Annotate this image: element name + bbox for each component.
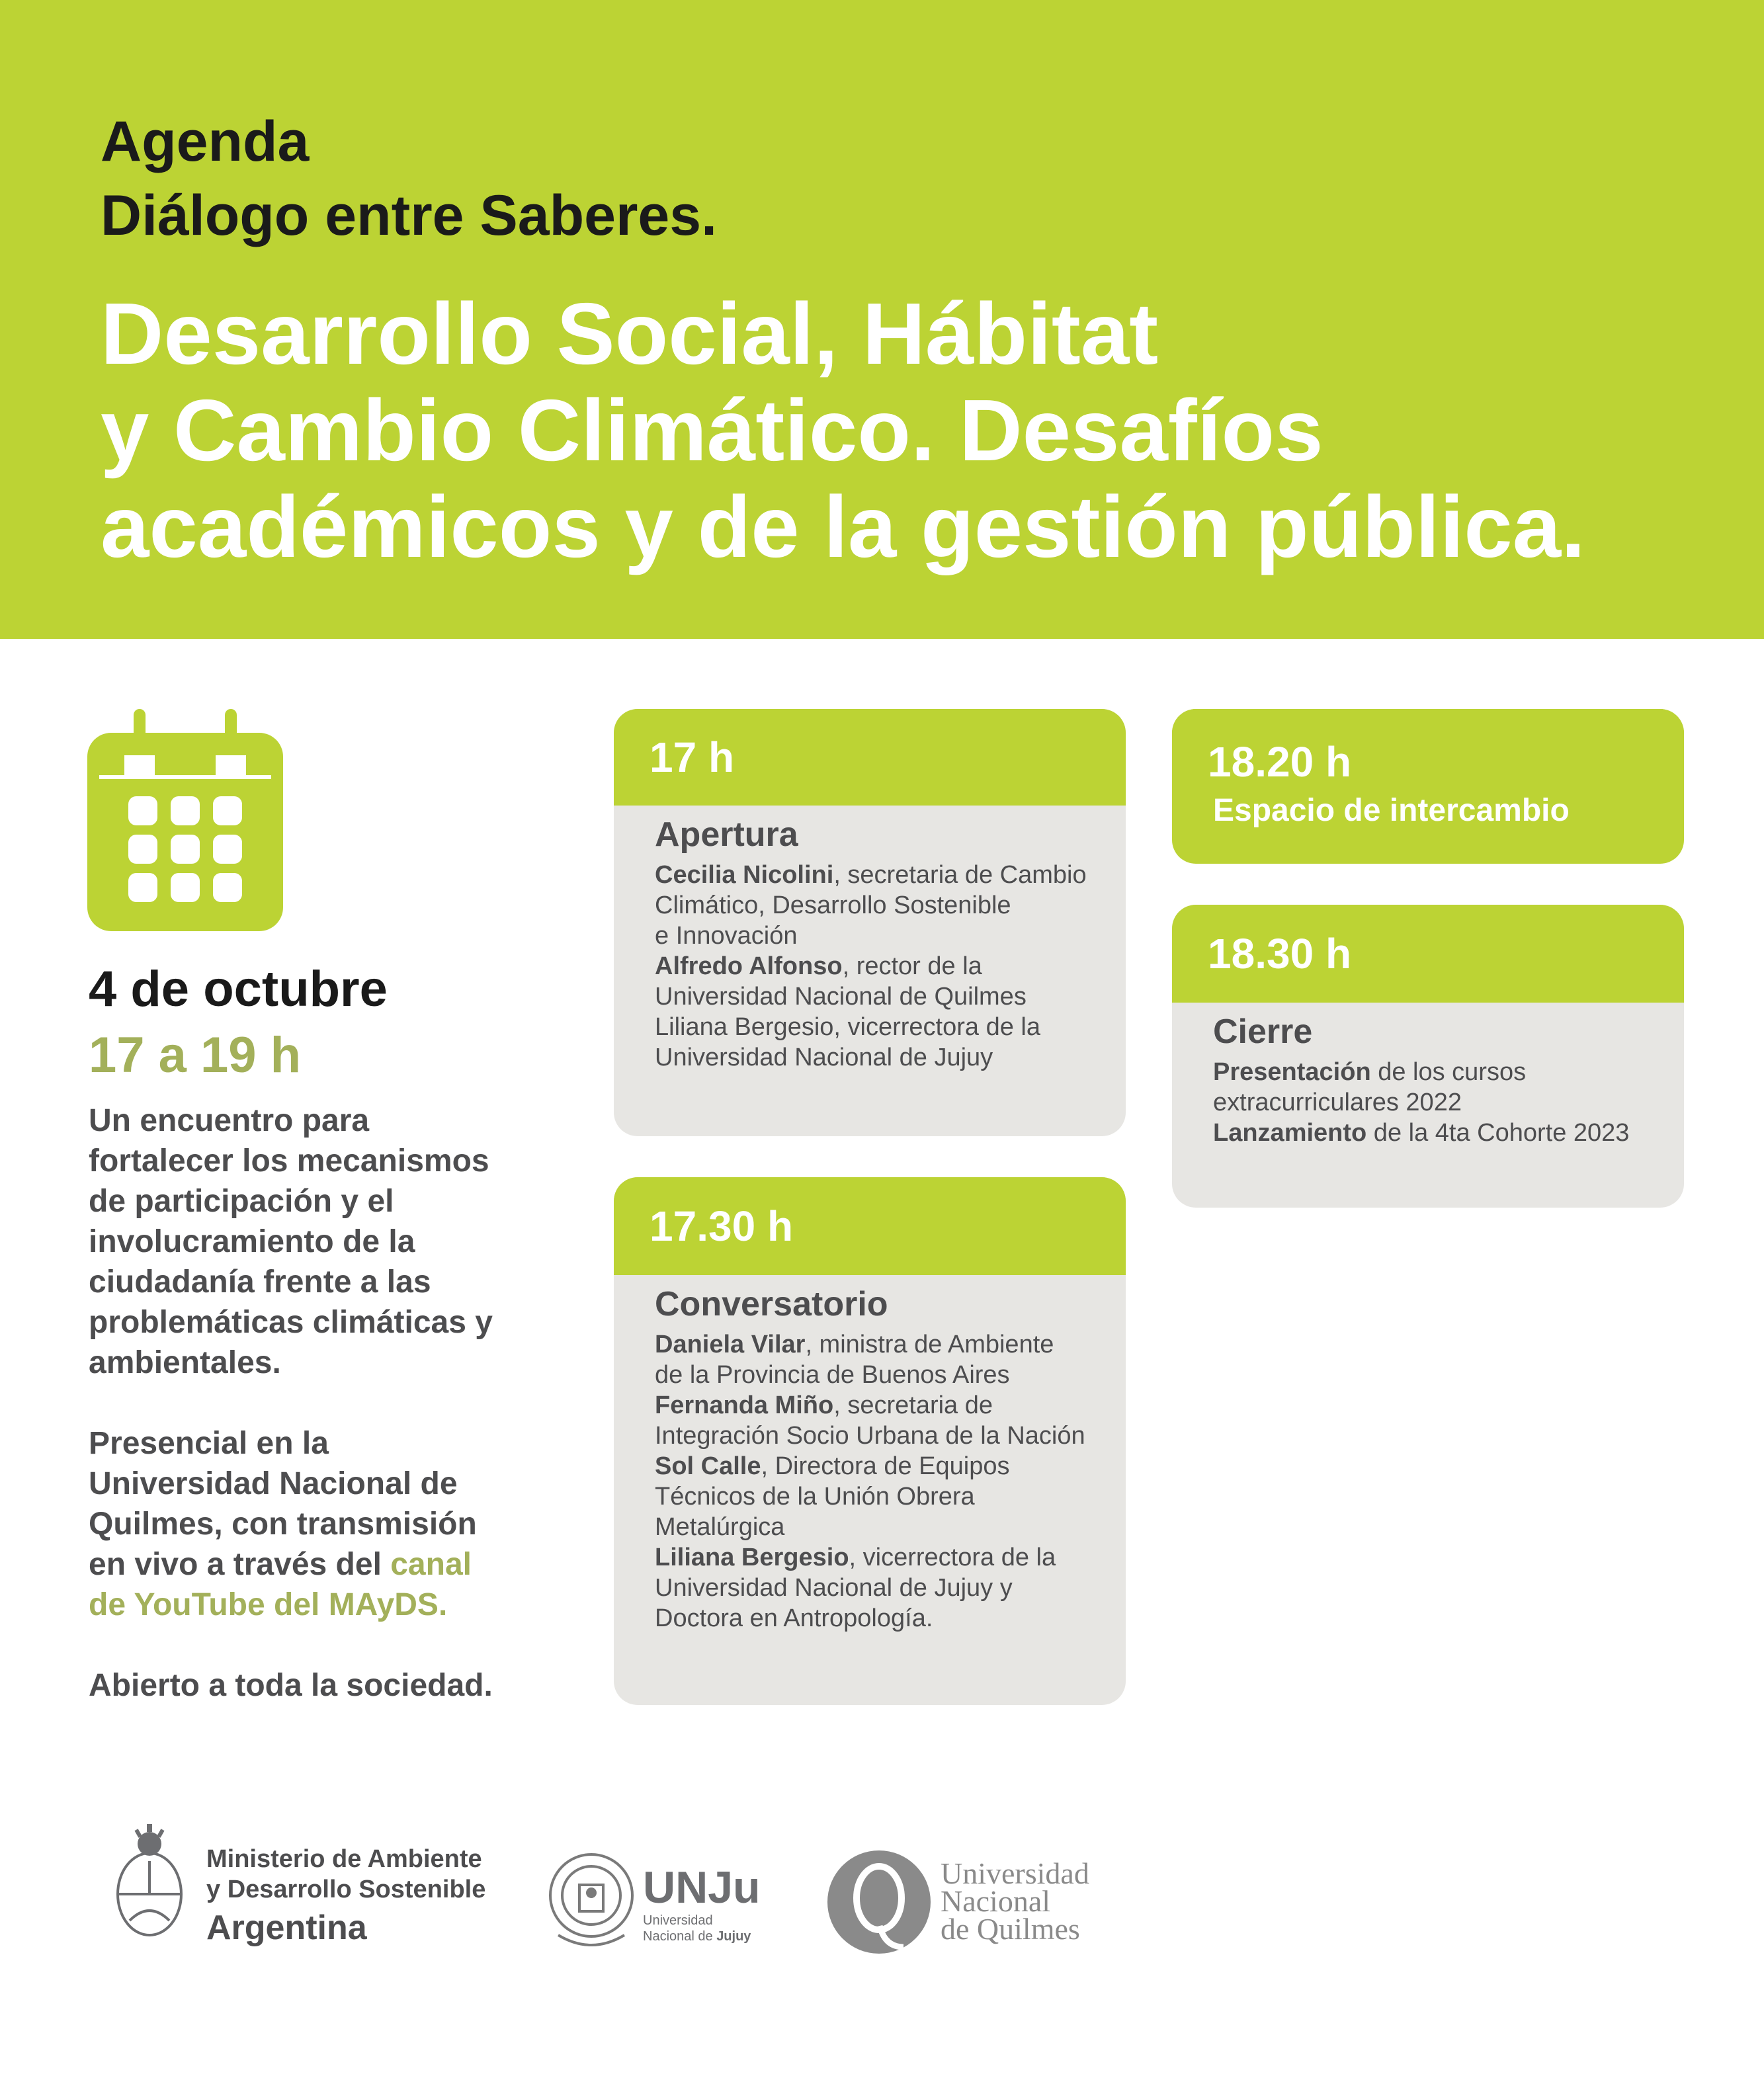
argentina-coat-of-arms-icon [103,1821,196,1947]
mayds-logo-text [206,1844,485,1951]
unq-line: Nacional [941,1884,1051,1918]
speaker-line: e Innovación [655,922,798,950]
open-to-public: Abierto a toda la sociedad. [89,1668,493,1703]
youtube-channel-link[interactable]: canal [390,1547,472,1582]
schedule-card-conversatorio [614,1177,1126,1705]
speaker-line: Integración Socio Urbana de la Nación [655,1422,1085,1450]
event-time-range: 17 a 19 h [89,1027,302,1083]
header-banner [0,0,1764,639]
mayds-line: Ministerio de Ambiente [206,1845,482,1873]
description-line: fortalecer los mecanismos [89,1143,489,1179]
kicker-line: Agenda [101,110,310,173]
speaker-line: Alfredo Alfonso, rector de la [655,952,982,980]
page-title [101,286,1701,575]
card-section-title: Cierre [1213,1013,1313,1051]
card-time: 17 h [614,709,1126,806]
speaker-line: Cecilia Nicolini, secretaria de Cambio [655,861,1087,889]
kicker-line: Diálogo entre Saberes. [101,184,717,247]
agenda-kicker [101,104,717,253]
title-line: Desarrollo Social, Hábitat [101,285,1159,382]
description-line: de participación y el [89,1184,394,1219]
unju-acronym: UNJu [643,1862,761,1913]
location-line: Presencial en la [89,1426,329,1461]
description-line: ambientales. [89,1345,281,1380]
unju-logo-text [643,1862,761,1944]
unq-line: de Quilmes [941,1912,1080,1946]
unq-logo-text [941,1856,1089,1946]
description-line: problemáticas climáticas y [89,1305,493,1340]
unju-line: Nacional de Jujuy [643,1929,751,1944]
location-text: en vivo a través del [89,1547,391,1582]
card-section-title: Apertura [655,815,798,854]
card-subtitle: Espacio de intercambio [1213,793,1570,828]
speaker-line: Metalúrgica [655,1513,785,1541]
description-line: ciudadanía frente a las [89,1265,431,1300]
card-time: 17.30 h [614,1177,1126,1275]
speaker-line: Doctora en Antropología. [655,1604,933,1632]
speaker-line: Daniela Vilar, ministra de Ambiente [655,1331,1054,1358]
mayds-line: y Desarrollo Sostenible [206,1876,486,1903]
speaker-line: Climático, Desarrollo Sostenible [655,892,1011,919]
mayds-line: Argentina [206,1909,367,1947]
closing-line: extracurriculares 2022 [1213,1089,1462,1116]
unju-line: Universidad [643,1913,713,1928]
speaker-line: Liliana Bergesio, vicerrectora de la [655,1013,1040,1041]
schedule-card-apertura [614,709,1126,1136]
location-line [89,1544,552,1585]
card-time: 18.20 h [1172,709,1684,762]
location-line: Universidad Nacional de [89,1466,458,1501]
event-description [89,1100,552,1706]
description-line: Un encuentro para [89,1103,370,1138]
speaker-line: Sol Calle, Directora de Equipos [655,1452,1010,1480]
event-date: 4 de octubre [89,961,388,1017]
speaker-line: Universidad Nacional de Jujuy y [655,1574,1013,1602]
speaker-line: Liliana Bergesio, vicerrectora de la [655,1544,1056,1571]
description-line: involucramiento de la [89,1224,415,1259]
unq-line: Universidad [941,1856,1089,1890]
card-time: 18.30 h [1172,905,1684,1003]
speaker-line: Universidad Nacional de Jujuy [655,1044,993,1071]
title-line: académicos y de la gestión pública. [101,478,1585,575]
calendar-icon [87,709,283,931]
closing-line: Presentación de los cursos [1213,1058,1527,1086]
schedule-card-intercambio [1172,709,1684,864]
unju-seal-icon [545,1843,638,1955]
youtube-channel-link[interactable]: de YouTube del MAyDS. [89,1587,448,1622]
speaker-line: de la Provincia de Buenos Aires [655,1361,1010,1389]
location-line: Quilmes, con transmisión [89,1507,477,1542]
card-section-title: Conversatorio [655,1285,888,1323]
closing-line: Lanzamiento de la 4ta Cohorte 2023 [1213,1119,1630,1147]
speaker-line: Fernanda Miño, secretaria de [655,1391,993,1419]
schedule-card-cierre [1172,905,1684,1208]
speaker-line: Técnicos de la Unión Obrera [655,1483,975,1511]
title-line: y Cambio Climático. Desafíos [101,382,1323,479]
unq-logo-icon [827,1848,931,1959]
speaker-line: Universidad Nacional de Quilmes [655,983,1027,1011]
